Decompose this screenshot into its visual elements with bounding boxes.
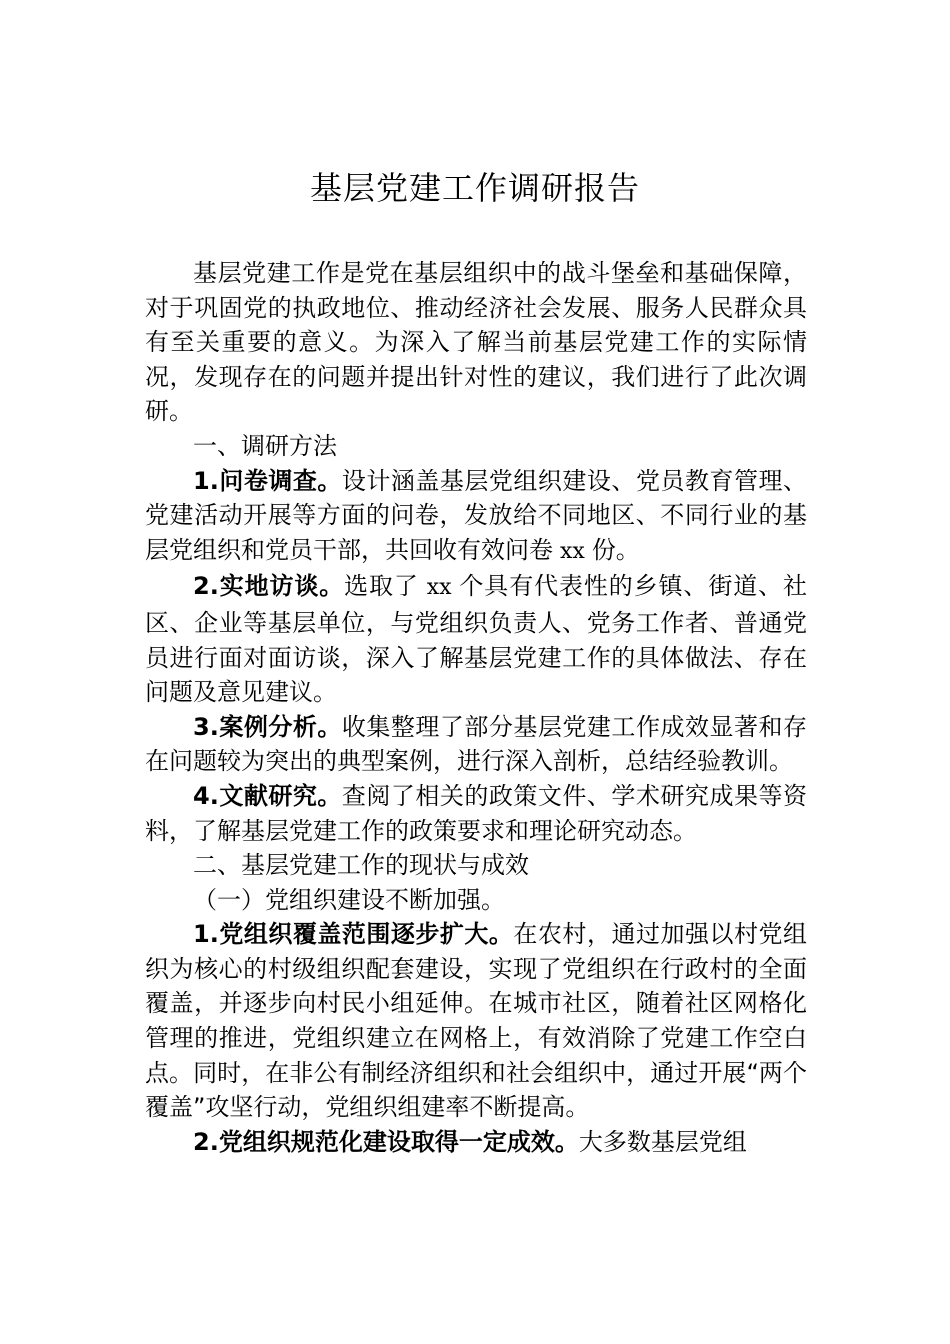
paragraph-text: 选取了 xx 个具有代表性的乡镇、街道、社区、企业等基层单位，与党组织负责人、党务工作者、普通党员进行面对面访谈，深入了解基层党建工作的具体做法、存在问题及意见建议。: [145, 572, 807, 707]
paragraph-literature: [145, 779, 807, 848]
paragraph-standardization: [145, 1125, 807, 1160]
paragraph-lead: 2.党组织规范化建设取得一定成效。: [193, 1127, 579, 1156]
subsection-heading-organization: [145, 883, 807, 918]
paragraph-lead: 1.党组织覆盖范围逐步扩大。: [193, 920, 514, 949]
section-heading-status: [145, 848, 807, 883]
paragraph-text: 在农村，通过加强以村党组织为核心的村级组织配套建设，实现了党组织在行政村的全面覆盖，并逐步向村民小组延伸。在城市社区，随着社区网格化管理的推进，党组织建立在网格上，有效消除了党建工作空白点。同时，在非公有制经济组织和社会组织中，通过开展“两个覆盖”攻坚行动，党组织组建率不断提高。: [145, 920, 807, 1122]
paragraph-text: 大多数基层党组: [578, 1127, 747, 1156]
paragraph-text: 基层党建工作是党在基层组织中的战斗堡垒和基础保障，对于巩固党的执政地位、推动经济社会发展、服务人民群众具有至关重要的意义。为深入了解当前基层党建工作的实际情况，发现存在的问题并提出针对性的建议，我们进行了此次调研。: [145, 259, 807, 426]
paragraph-lead: 3.案例分析。: [193, 712, 342, 741]
paragraph-lead: 4.文献研究。: [193, 781, 342, 810]
section-heading-methods: [145, 429, 807, 464]
paragraph-case-analysis: [145, 710, 807, 779]
paragraph-text: 收集整理了部分基层党建工作成效显著和存在问题较为突出的典型案例，进行深入剖析，总结经验教训。: [145, 712, 807, 776]
paragraph-text: （一）党组织建设不断加强。: [193, 885, 505, 914]
intro-paragraph: [145, 256, 807, 429]
document-body: [145, 256, 807, 1159]
paragraph-interview: [145, 569, 807, 709]
paragraph-questionnaire: [145, 464, 807, 570]
paragraph-lead: 1.问卷调查。: [193, 466, 342, 495]
paragraph-text: 设计涵盖基层党组织建设、党员教育管理、党建活动开展等方面的问卷，发放给不同地区、不同行业的基层党组织和党员干部，共回收有效问卷 xx 份。: [145, 466, 807, 564]
paragraph-text: 一、调研方法: [193, 431, 337, 460]
paragraph-coverage: [145, 917, 807, 1125]
paragraph-text: 查阅了相关的政策文件、学术研究成果等资料，了解基层党建工作的政策要求和理论研究动态。: [145, 781, 807, 845]
document-title: 基层党建工作调研报告: [309, 169, 640, 207]
paragraph-lead: 2.实地访谈。: [193, 572, 345, 601]
paragraph-text: 二、基层党建工作的现状与成效: [193, 851, 529, 880]
